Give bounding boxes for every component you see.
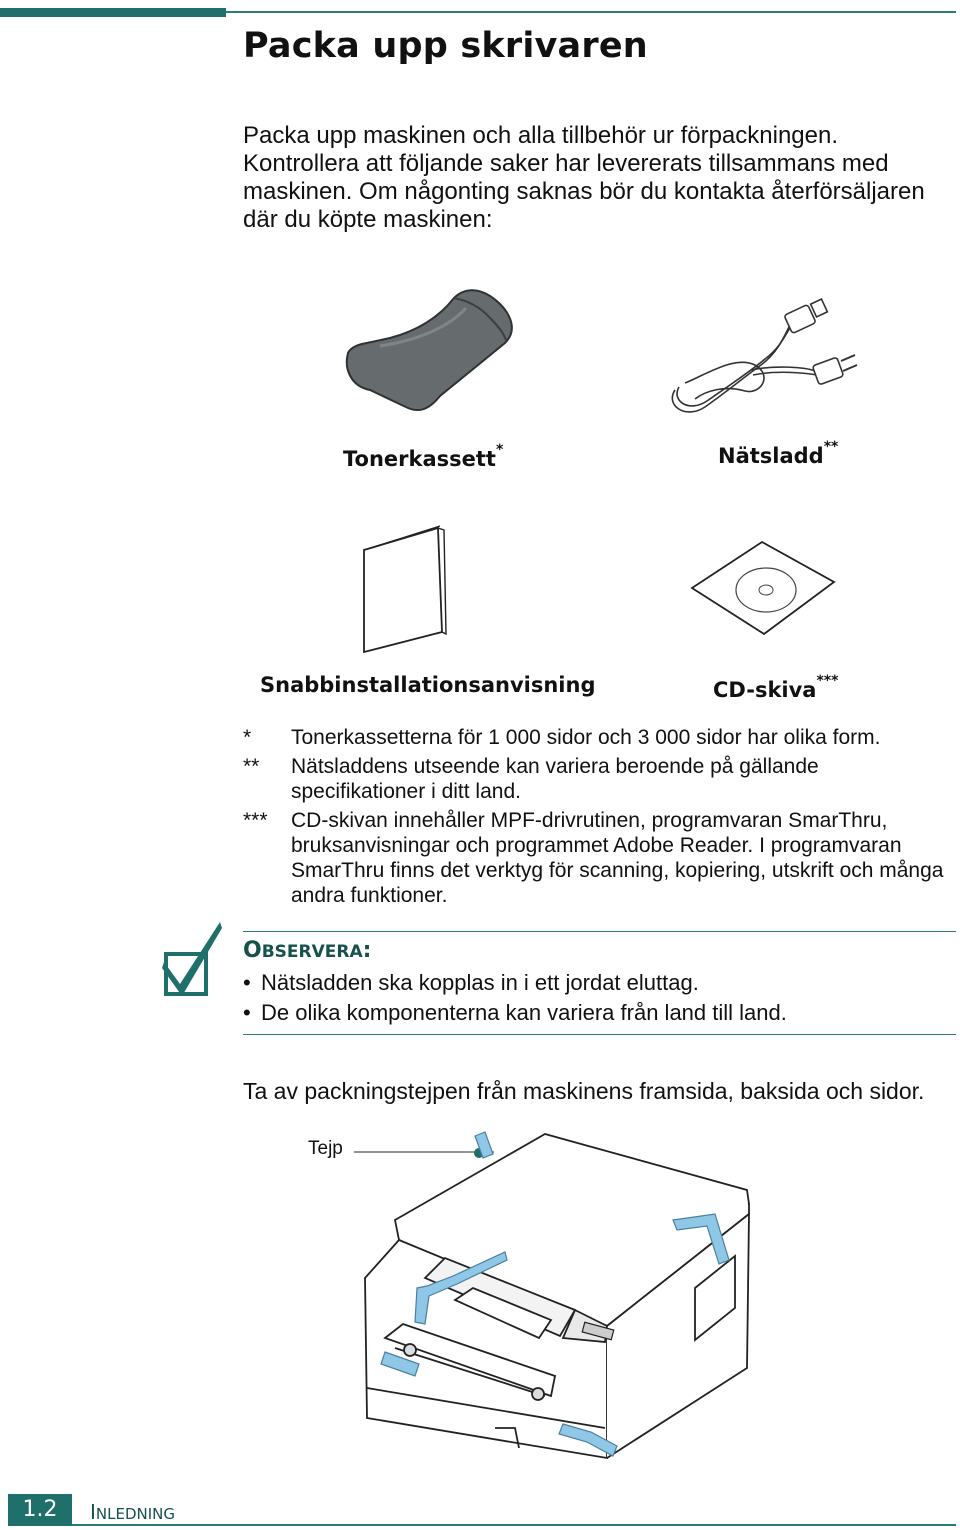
cd-illustration [688, 538, 838, 638]
header-rule [226, 11, 956, 13]
footnote [243, 754, 955, 804]
list-item: • Nätsladden ska kopplas in i ett jordat eluttag. [243, 970, 699, 995]
printer-illustration [355, 1128, 760, 1468]
footnote-text: Tonerkassetterna för 1 000 sidor och 3 000 sidor har olika form. [291, 726, 881, 749]
footnotes [243, 725, 955, 912]
footer-rule [72, 1524, 956, 1526]
cd-label: CD-skiva*** [713, 673, 839, 702]
power-cord-illustration [665, 295, 865, 420]
footnote-text: Nätsladdens utseende kan variera beroende på gällande specifikationer i ditt land. [291, 755, 819, 803]
note-rule-bottom [243, 1034, 956, 1035]
page-number: 1.2 [8, 1494, 72, 1526]
footnote-mark: *** [243, 809, 268, 832]
guide-label: Snabbinstallationsanvisning [260, 673, 596, 697]
note-list [243, 968, 955, 1028]
footnote-text: CD-skivan innehåller MPF-drivrutinen, programvaran SmarThru, bruksanvisningar och programmet Adobe Reader. I programvaran SmarThru finns det verktyg för scanning, kopiering, utskrift och många andra funktioner. [291, 809, 944, 907]
footnote [243, 808, 955, 908]
header-bar [0, 8, 226, 17]
note-rule-top [243, 931, 956, 932]
checkmark-icon [160, 918, 226, 1002]
toner-label: Tonerkassett* [343, 442, 504, 471]
power-cord-label: Nätsladd** [718, 439, 839, 468]
list-item: • De olika komponenterna kan variera från land till land. [243, 1000, 787, 1025]
tape-callout-label: Tejp [308, 1138, 343, 1159]
footnote [243, 725, 955, 750]
toner-cartridge-illustration [340, 288, 520, 418]
footnote-mark: ** [243, 755, 260, 778]
tape-instruction: Ta av packningstejpen från maskinens framsida, baksida och sidor. [243, 1078, 925, 1104]
footnote-mark: * [243, 726, 252, 749]
note-heading: OBSERVERA: [243, 938, 372, 963]
page-title: Packa upp skrivaren [243, 26, 648, 66]
chapter-title: INLEDNING [90, 1500, 176, 1524]
intro-paragraph: Packa upp maskinen och alla tillbehör ur förpackningen. Kontrollera att följande saker har levererats tillsammans med maskinen. Om någonting saknas bör du kontakta återförsäljaren där du köpte maskinen: [243, 122, 925, 233]
guide-booklet-illustration [358, 522, 450, 657]
